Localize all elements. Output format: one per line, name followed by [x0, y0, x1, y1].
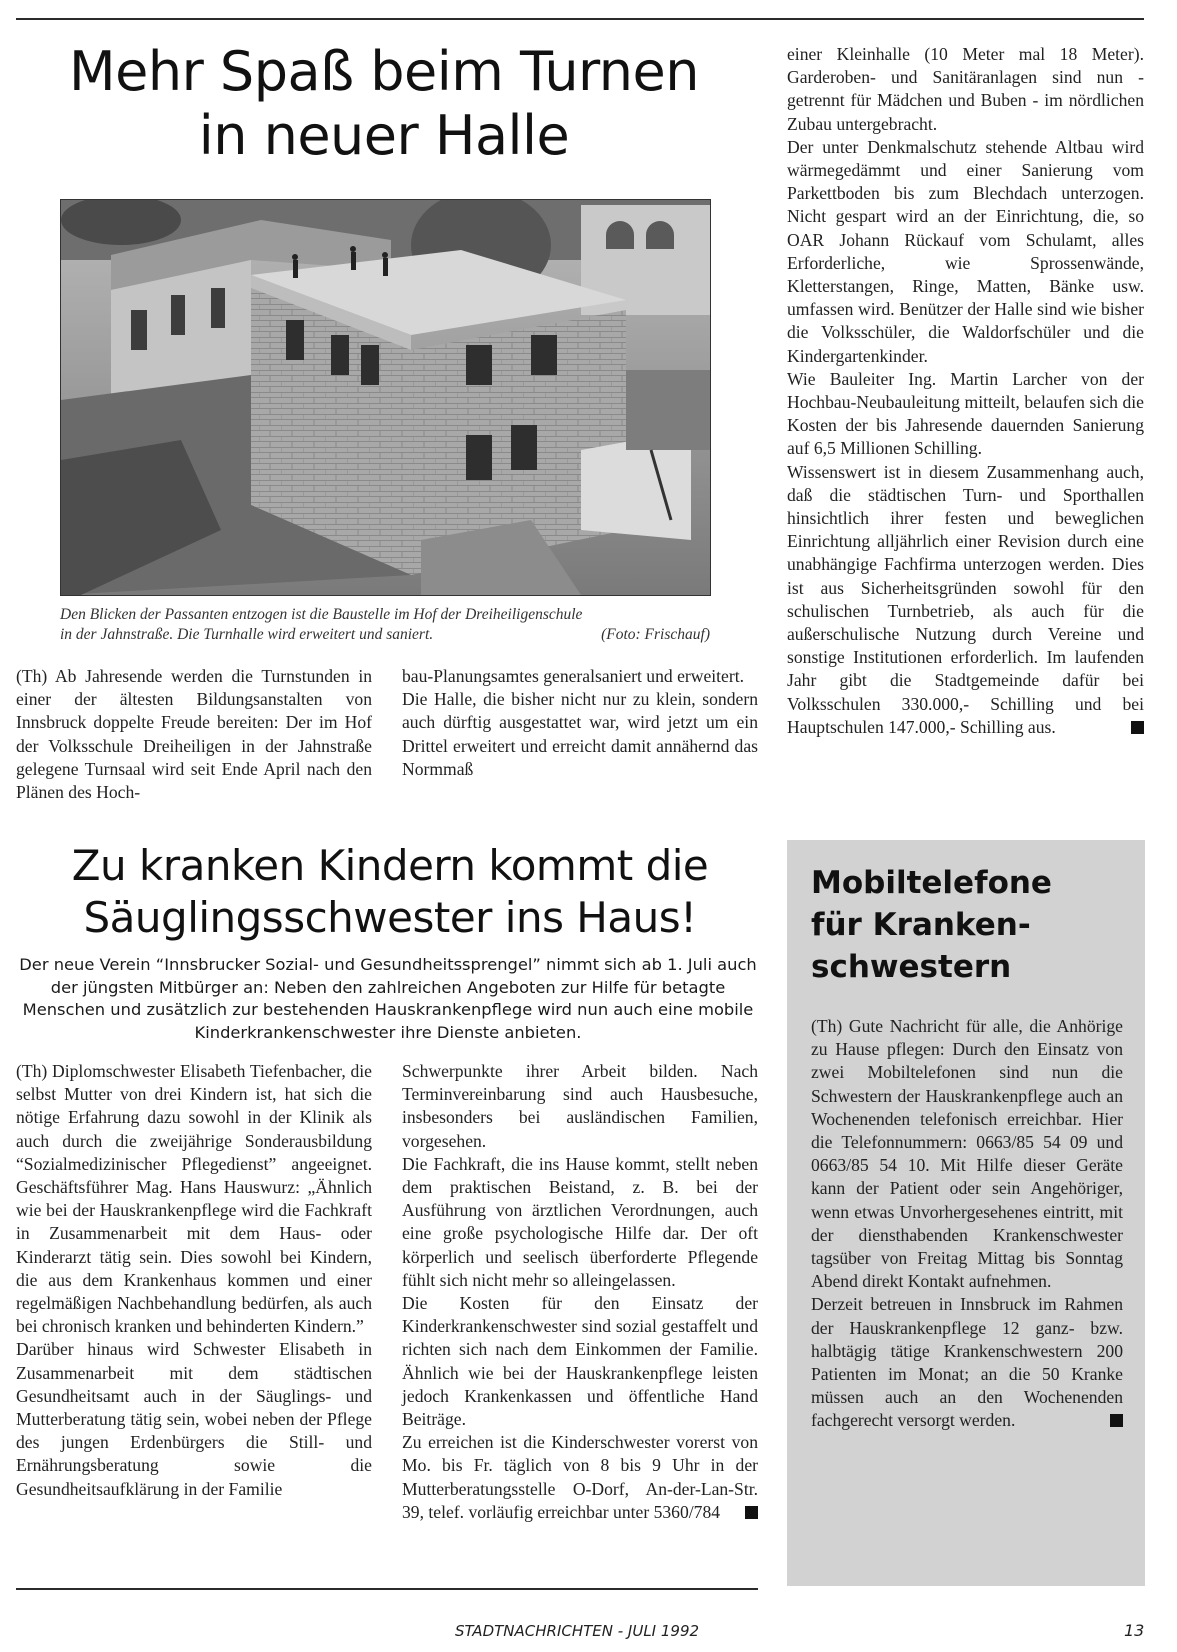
end-mark	[745, 1506, 758, 1519]
sidebar-p2: Derzeit betreuen in Innsbruck im Rahmen der Hauskrankenpflege 12 ganz- bzw. halbtägig tätige Krankenschwestern 200 Patienten im Monat; an die 50 Kranke müssen auch an den Wochenenden fachgerecht versorgt werden.	[811, 1294, 1123, 1431]
article2-col2-p3: Die Kosten für den Einsatz der Kinderkrankenschwester sind sozial gestaffelt und richten sich nach dem Einkommen der Familie. Ähnlich wie bei der Hauskrankenpflege leisten jedoch Krankenkassen und öffentliche Hand Beiträge.	[402, 1293, 758, 1430]
article2-col2-p2: Die Fachkraft, die ins Hause kommt, stellt neben dem praktischen Beistand, z. B. bei der Ausführung von ärztlichen Verordnungen, auch eine große psychologische Hilfe dar. Der oft körperlich und seelisch überforderte Pflegende fühlt sich nicht mehr so alleingelassen.	[402, 1153, 758, 1290]
footer-publication: STADTNACHRICHTEN - JULI 1992	[455, 1622, 700, 1640]
bottom-rule	[16, 1588, 758, 1590]
sidebar-headline-line1: Mobiltelefone	[811, 865, 1052, 901]
article2-column-2	[402, 1060, 758, 1524]
sidebar-p1: (Th) Gute Nachricht für alle, die Anhörige zu Hause pflegen: Durch den Einsatz von zwei Mobiltelefonen sind nun die Schwestern der Hauskrankenpflege auch an Wochenenden telefonisch erreichbar. Hier die Telefonnummern: 0663/85 54 09 und 0663/85 54 10. Mit Hilfe dieser Geräte kann der Patient oder sein Angehöriger, wenn etwas Unvorhergesehenes eintritt, mit der diensthabenden Krankenschwester tagsüber von Freitag Mittag bis Sonntag Abend direkt Kontakt aufnehmen.	[811, 1016, 1123, 1292]
article1-col2-p2: Die Halle, die bisher nicht nur zu klein, sondern auch dürftig ausgestattet war, wird jetzt um ein Drittel erweitert und erreicht damit annähernd das Normmaß	[402, 689, 758, 779]
article2-col1-p2: Darüber hinaus wird Schwester Elisabeth in Zusammenarbeit mit dem städtischen Gesundheitsamt auch in der Säuglings- und Mutterberatung tätig sein, wobei neben der Pflege des jungen Erdenbürgers die Still- und Ernährungsberatung sowie die Gesundheitsaufklärung in der Familie	[16, 1339, 372, 1499]
end-mark	[1131, 721, 1144, 734]
photo-caption	[60, 605, 710, 645]
article1-col3-p1: einer Kleinhalle (10 Meter mal 18 Meter). Garderoben- und Sanitäranlagen sind nun - getrennt für Mädchen und Buben - im nördlichen Zubau untergebracht.	[787, 44, 1144, 134]
sidebar-headline-line3: schwestern	[811, 949, 1012, 985]
article2-col2-p1: Schwerpunkte ihrer Arbeit bilden. Nach Terminvereinbarung sind auch Hausbesuche, insbesonders bei ausländischen Familien, vorgesehen.	[402, 1061, 758, 1151]
photo-caption-line2: in der Jahnstraße. Die Turnhalle wird erweitert und saniert.	[60, 626, 434, 643]
top-rule	[16, 18, 1144, 20]
end-mark	[1110, 1414, 1123, 1427]
article2-headline-line2: Säuglingsschwester ins Haus!	[83, 893, 697, 942]
article1-col2-p1: bau-Planungsamtes generalsaniert und erweitert.	[402, 666, 744, 686]
article2-lead: Der neue Verein “Innsbrucker Sozial- und Gesundheitssprengel” nimmt sich ab 1. Juli auch der jüngsten Mitbürger an: Neben den zahlreichen Angeboten zur Hilfe für betagte Menschen und zusätzlich zur bestehenden Hauskrankenpflege wird nun auch eine mobile Kinderkrankenschwester ihre Dienste anbieten.	[19, 955, 757, 1042]
article1-col3-p4: Wissenswert ist in diesem Zusammenhang auch, daß die städtischen Turn- und Sporthallen hinsichtlich ihrer festen und beweglichen Einrichtung alljährlich einer Revision durch eine unabhängige Fachfirma unterzogen werden. Dies ist aus Sicherheitsgründen sowohl für den schulischen Turnbetrieb, als auch für die außerschulische Nutzung durch Vereine und sonstige Institutionen erforderlich. Im laufenden Jahr gibt die Stadtgemeinde dafür bei Volksschulen 330.000,- Schilling und bei Hauptschulen 147.000,- Schilling aus.	[787, 461, 1144, 737]
article2-headline-line1: Zu kranken Kindern kommt die	[71, 841, 709, 890]
sidebar-headline-line2: für Kranken-	[811, 907, 1031, 943]
article1-headline-line1: Mehr Spaß beim Turnen	[69, 40, 699, 103]
article1-headline	[10, 40, 758, 168]
article1-headline-line2: in neuer Halle	[198, 104, 570, 167]
photo-caption-line1: Den Blicken der Passanten entzogen ist die Baustelle im Hof der Dreiheiligenschule	[60, 606, 583, 623]
article1-column-2	[402, 665, 758, 781]
article1-col3-p3: Wie Bauleiter Ing. Martin Larcher von der Hochbau-Neubauleitung mitteilt, belaufen sich die Kosten der bis Jahresende dauernden Sanierung auf 6,5 Millionen Schilling.	[787, 368, 1144, 459]
photo-credit: (Foto: Frischauf)	[601, 626, 710, 643]
footer-page-number: 13	[1124, 1621, 1145, 1640]
article1-column-1	[16, 665, 372, 804]
article1-col3-p2: Der unter Denkmalschutz stehende Altbau wird wärmegedämmt und einer Sanierung vom Parkettboden bis zum Blechdach unterzogen. Nicht gespart wird an der Einrichtung, die, so OAR Johann Rückauf vom Schulamt, alles Erforderliche, wie Sprossenwände, Kletterstangen, Ringe, Matten, Bänke usw. umfassen wird. Benützer der Halle sind wie bisher die Volksschüler, die Waldorfschüler und die Kindergartenkinder.	[787, 136, 1144, 366]
article2-headline	[10, 840, 770, 944]
article1-column-3	[787, 43, 1144, 739]
construction-photo-image	[61, 200, 710, 595]
article1-col1-text: (Th) Ab Jahresende werden die Turnstunden in einer der ältesten Bildungsanstalten von Innsbruck doppelte Freude bereiten: Der im Hof der Volksschule Dreiheiligen in der Jahnstraße gelegene Turnsaal wird seit Ende April nach den Plänen des Hoch-	[16, 666, 372, 803]
sidebar-body	[811, 1015, 1123, 1433]
construction-photo	[60, 199, 711, 596]
sidebar-headline	[811, 862, 1131, 988]
article2-col2-p4: Zu erreichen ist die Kinderschwester vorerst von Mo. bis Fr. täglich von 8 bis 9 Uhr in der Mutterberatungsstelle O-Dorf, An-der-Lan-Str. 39, telef. vorläufig erreichbar unter 5360/784	[402, 1432, 758, 1522]
article2-column-1	[16, 1060, 372, 1501]
article2-col1-p1: (Th) Diplomschwester Elisabeth Tiefenbacher, die selbst Mutter von drei Kindern ist, hat sich die nötige Erfahrung dazu sowohl in der Klinik als auch durch die zweijährige Sonderausbildung “Sozialmedizinischer Pflegedienst” angeeignet. Geschäftsführer Mag. Hans Hauswurz: „Ähnlich wie bei der Hauskrankenpflege wird die Fachkraft in Zusammenarbeit mit dem Haus- oder Kinderarzt tätig sein. Dies sowohl bei Kindern, die aus dem Krankenhaus kommen und einer regelmäßigen Nachbehandlung bedürfen, als auch bei chronisch kranken und behinderten Kindern.”	[16, 1061, 372, 1337]
